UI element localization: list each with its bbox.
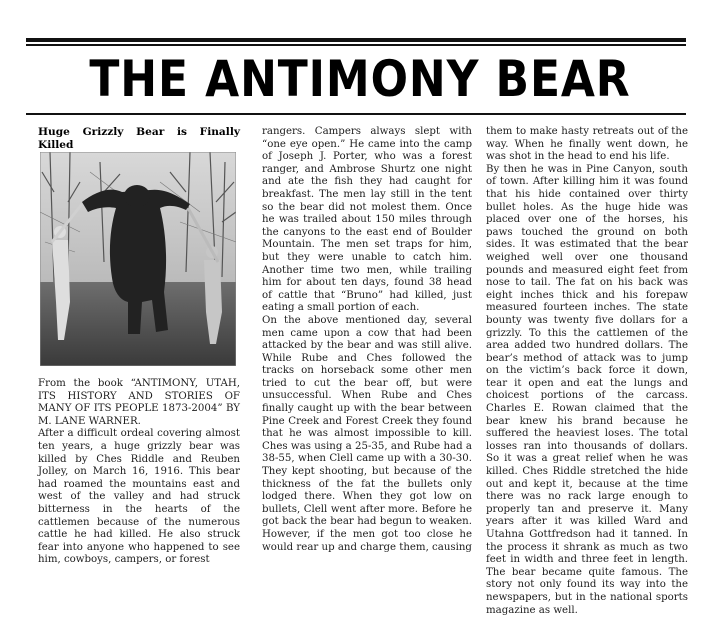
article-subhead: Huge Grizzly Bear is Finally Killed — [38, 126, 240, 151]
page-title: THE ANTIMONY BEAR — [89, 50, 631, 108]
column-1 — [38, 126, 240, 567]
top-rule-thick — [26, 38, 686, 42]
column-1-body: After a difficult ordeal covering almost ten years, a huge grizzly bear was killed by Ches Riddle and Reuben Jolley, on March 16, 1916. This bear had roamed the mountains east and west of the valley and had struck bitterness in the hearts of the cattlemen because of the numerous cattle he had killed. He also struck fear into anyone who happened to see him, cowboys, campers, or forest — [38, 428, 240, 566]
column-2 — [262, 126, 472, 554]
title-rule-bottom — [26, 113, 686, 115]
top-rule-thin — [26, 44, 686, 46]
column-3-paragraph-2: By then he was in Pine Canyon, south of town. After killing him it was found that his hide contained over thirty bullet holes. As the huge hide was placed over one of the horses, his paws touched the ground on both sides. It was estimated that the bear weighed well over one thousand pounds and measured eight feet from nose to tail. The fat on his back was eight inches thick and his forepaw measured fourteen inches. The state bounty was twenty five dollars for a grizzly. To this the cattlemen of the area added two hundred dollars. The bear’s method of attack was to jump on the victim’s back force it down, tear it open and eat the lungs and choicest portions of the carcass. Charles E. Rowan claimed that the bear knew his brand because he suffered the heaviest loses. The total losses ran into thousands of dollars. So it was a great relief when he was killed. Ches Riddle stretched the hide out and kept it, because at the time there was no rack large enough to properly tan and preserve it. Many years after it was killed Ward and Utahna Gottfredson had it tanned. In the process it shrank as much as two feet in width and three feet in length. The bear became quite famous. The story not only found its way into the newspapers, but in the national sports magazine as well. — [486, 163, 688, 616]
column-2-paragraph-1: rangers. Campers always slept with “one eye open.” He came into the camp of Joseph J. Porter, who was a forest ranger, and Ambrose Shurtz one night and ate the fish they had caught for breakfast. The men lay still in the tent so the bear did not molest them. Once he was trailed about 150 miles through the canyons to the east end of Boulder Mountain. The men set traps for him, but they were unable to catch him. Another time two men, while trailing him for about ten days, found 38 head of cattle that “Bruno” had killed, just eating a small portion of each. — [262, 126, 472, 314]
column-2-paragraph-2: On the above mentioned day, several men came upon a cow that had been attacked by the bear and was still alive. While Rube and Ches followed the tracks on horseback some other men tried to cut the bear off, but were unsuccessful. When Rube and Ches finally caught up with the bear between Pine Creek and Forest Creek they found that he was almost impossible to kill. Ches was using a 25-35, and Rube had a 38-55, when Clell came up with a 30-30. They kept shooting, but because of the thickness of the fat the bullets only lodged there. When they got low on bullets, Clell went after more. Before he got back the bear had begun to weaken. However, if the men got too close he would rear up and charge them, causing — [262, 314, 472, 553]
column-3-paragraph-1: them to make hasty retreats out of the way. When he finally went down, he was shot in the head to end his life. — [486, 126, 688, 163]
column-3 — [486, 126, 688, 617]
source-citation: From the book “ANTIMONY, UTAH, ITS HISTORY AND STORIES OF MANY OF ITS PEOPLE 1873-2004” BY M. LANE WARNER. — [38, 378, 240, 427]
bear-photo — [40, 152, 236, 366]
